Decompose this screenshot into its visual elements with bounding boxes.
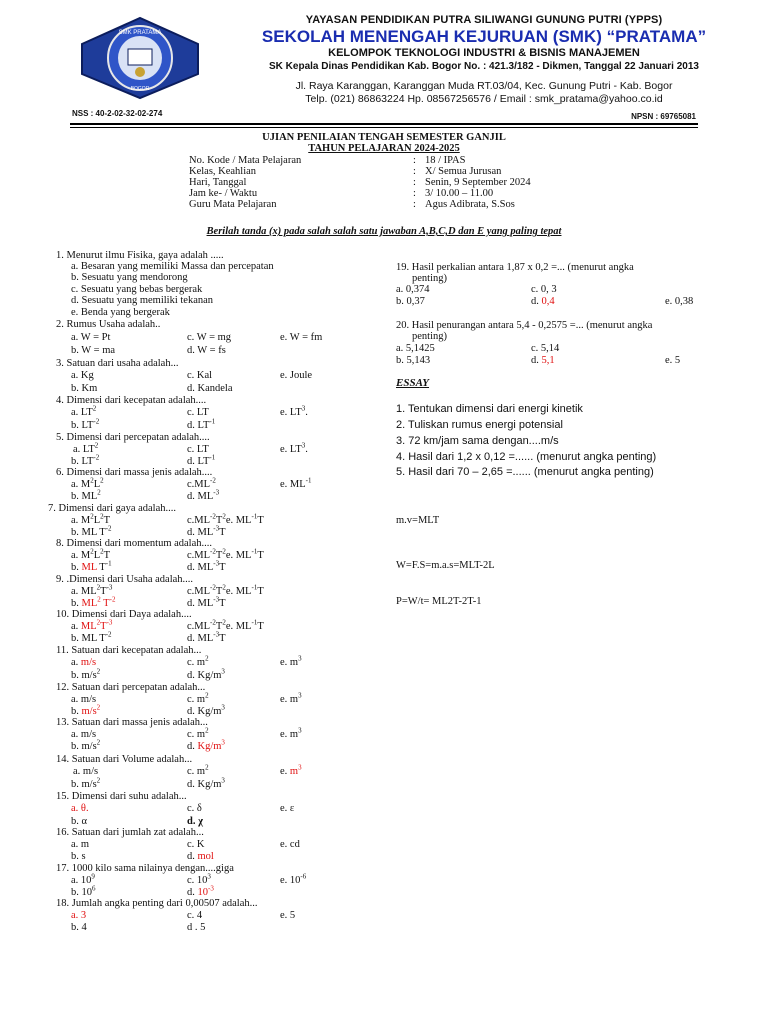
option-d: d. $Kg/m^3$ [187, 667, 225, 681]
option-b: b. $ML^2$ [71, 488, 101, 502]
question-14: 14. Satuan dari Volume adalah... [56, 754, 193, 765]
option-a: a. m [71, 839, 90, 850]
option-d: d. 5,1 [531, 355, 555, 366]
option-d: d. $ML^{-3}T$ [187, 595, 226, 609]
option-e: e. $LT^3$. [280, 441, 308, 455]
option-e: e. Joule [280, 370, 313, 381]
option-d: d. Kandela [187, 383, 233, 394]
option-d: d. Sesuatu yang memiliki tekanan [71, 295, 214, 306]
question-18: 18. Jumlah angka penting dari 0,00507 adalah... [56, 898, 258, 909]
option-e: e. $m^3$ [280, 763, 302, 777]
option-e: e. 5 [665, 355, 681, 366]
question-10: 10. Dimensi dari Daya adalah.... [56, 609, 192, 620]
option-d: d. $ML^{-3}T$ [187, 524, 226, 538]
option-d: d. $LT^{-1}$ [187, 453, 216, 467]
header-divider [70, 123, 698, 125]
option-c: c. Kal [187, 370, 213, 381]
school-group: KELOMPOK TEKNOLOGI INDUSTRI & BISNIS MANAJEMEN [328, 47, 640, 59]
option-a: a. m/s [71, 729, 97, 740]
option-d: d. χ [187, 816, 203, 827]
exam-info-table [189, 155, 531, 210]
option-b: b. s [71, 851, 86, 862]
option-e: e. W = fm [280, 332, 323, 343]
option-d: d. $LT^{-1}$ [187, 417, 216, 431]
option-c-e: $c.ML^{-2}T^2e$. $ML^{-1}T$ [187, 512, 264, 526]
option-d: d. W = fs [187, 345, 226, 356]
option-b: b. $m/s^2$ [71, 667, 101, 681]
option-b: b. α [71, 816, 88, 827]
option-b: b. $m/s^2$ [71, 703, 101, 717]
question-4: 4. Dimensi dari kecepatan adalah.... [56, 395, 207, 406]
question-16: 16. Satuan dari jumlah zat adalah... [56, 827, 204, 838]
nss-number: NSS : 40-2-02-32-02-274 [72, 109, 163, 118]
option-a: a. θ. [71, 803, 89, 814]
option-d: d. $Kg/m^3$ [187, 703, 225, 717]
answer-note: W=F.S=m.a.s=MLT-2L [396, 560, 495, 571]
answer-note: m.v=MLT [396, 515, 440, 526]
option-a: a. 5,1425 [396, 343, 435, 354]
option-a: a. m/s [71, 694, 97, 705]
option-e: e. $m^3$ [280, 691, 302, 705]
option-d: d . 5 [187, 922, 206, 933]
essay-item: 2. Tuliskan rumus energi potensial [396, 419, 563, 431]
info-row: No. Kode / Mata Pelajaran : 18 / IPAS [189, 155, 466, 166]
option-b: b. $ML^2$ $T^{-2}$ [71, 595, 116, 609]
option-a: a. $M^2L^2$ [71, 476, 104, 490]
option-c: c. Sesuatu yang bebas bergerak [71, 284, 203, 295]
question-11: 11. Satuan dari kecepatan adalah... [56, 645, 202, 656]
question-9: 9. .Dimensi dari Usaha adalah.... [56, 574, 194, 585]
option-d: d. $ML^{-3}T$ [187, 630, 226, 644]
option-c: c. 5,14 [531, 343, 560, 354]
option-e: e. 5 [280, 910, 296, 921]
school-name: SEKOLAH MENENGAH KEJURUAN (SMK) “PRATAMA” [261, 27, 707, 46]
question-2: 2. Rumus Usaha adalah.. [56, 319, 161, 330]
school-logo [74, 16, 206, 100]
option-c: c. δ [187, 803, 202, 814]
essay-title: ESSAY [396, 377, 430, 389]
option-e: e. Benda yang bergerak [71, 307, 170, 318]
option-c: c. LT [187, 444, 209, 455]
question-5: 5. Dimensi dari percepatan adalah.... [56, 432, 210, 443]
option-b: b. ML $T^{-2}$ [71, 524, 112, 538]
option-a: a. $ML^2T^{-3}$ [71, 618, 113, 632]
question-6: 6. Dimensi dari massa jenis adalah.... [56, 467, 213, 478]
option-c: c. W = mg [187, 332, 232, 343]
question-7: 7. Dimensi dari gaya adalah.... [48, 503, 176, 514]
svg-text:BOGOR: BOGOR [130, 86, 150, 92]
option-c: c. LT [187, 407, 209, 418]
question-19: 19. Hasil perkalian antara 1,87 x 0,2 =... (menurut angka [396, 262, 634, 273]
option-b: b. $LT^{-2}$ [71, 453, 100, 467]
option-b: b. $10^6$ [71, 884, 96, 898]
option-b: b. ML $T^{-2}$ [71, 630, 112, 644]
option-e: e. $m^3$ [280, 654, 302, 668]
info-row: Jam ke- / Waktu : 3/ 10.00 – 11.00 [189, 188, 494, 199]
info-row: Kelas, Keahlian : X/ Semua Jurusan [189, 166, 502, 177]
option-e: e. ε [280, 803, 295, 814]
option-d: d. $10^{-3}$ [187, 884, 214, 898]
option-c: c. 4 [187, 910, 203, 921]
option-e: e. $LT^3$. [280, 404, 308, 418]
option-a: a. 0,374 [396, 284, 430, 295]
school-decree: SK Kepala Dinas Pendidikan Kab. Bogor No. : 421.3/182 - Dikmen, Tanggal 22 Januari 2013 [269, 61, 699, 72]
essay-item: 3. 72 km/jam sama dengan....m/s [396, 435, 559, 447]
option-b: b. $m/s^2$ [71, 738, 101, 752]
question-8: 8. Dimensi dari momentum adalah.... [56, 538, 213, 549]
option-a: a. m/s [73, 766, 99, 777]
option-b: b. $m/s^2$ [71, 776, 101, 790]
option-c: c. $m^2$ [187, 691, 209, 705]
option-d: d. $ML^{-3}T$ [187, 559, 226, 573]
option-c: c. $m^2$ [187, 654, 209, 668]
npsn-number: NPSN : 69765081 [631, 112, 696, 121]
essay-item: 1. Tentukan dimensi dari energi kinetik [396, 403, 583, 415]
header-divider-thin [70, 127, 698, 128]
option-c: c. $10^3$ [187, 872, 211, 886]
question-20-cont: penting) [412, 331, 447, 342]
option-d: d. $Kg/m^3$ [187, 776, 225, 790]
option-c-e: $c.ML^{-2}T^2e$. $ML^{-1}T$ [187, 547, 264, 561]
exam-title: UJIAN PENILAIAN TENGAH SEMESTER GANJIL [262, 132, 506, 143]
option-a: a. $10^9$ [71, 872, 95, 886]
question-15: 15. Dimensi dari suhu adalah... [56, 791, 187, 802]
option-c-e: $c.ML^{-2}T^2e$. $ML^{-1}T$ [187, 583, 264, 597]
option-e: e. $ML^{-1}$ [280, 476, 312, 490]
question-19-cont: penting) [412, 273, 447, 284]
option-a: a. 3 [71, 910, 87, 921]
question-3: 3. Satuan dari usaha adalah... [56, 358, 179, 369]
option-b: b. 5,143 [396, 355, 431, 366]
option-a: a. $M^2L^2T$ [71, 512, 111, 526]
option-c: c. 0, 3 [531, 284, 557, 295]
option-c: c. $m^2$ [187, 763, 209, 777]
option-c: c. $m^2$ [187, 726, 209, 740]
option-a: a. $M^2L^2T$ [71, 547, 111, 561]
essay-item: 4. Hasil dari 1,2 x 0,12 =...... (menurut angka penting) [396, 451, 657, 463]
option-e: e. $m^3$ [280, 726, 302, 740]
essay-item: 5. Hasil dari 70 – 2,65 =...... (menurut angka penting) [396, 466, 654, 478]
question-17: 17. 1000 kilo sama nilainya dengan....giga [56, 863, 234, 874]
option-c: $c.ML^{-2}$ [187, 476, 216, 490]
question-20: 20. Hasil penurangan antara 5,4 - 0,2575 =... (menurut angka [396, 320, 653, 331]
option-b: b. ML $T^{-1}$ [71, 559, 112, 573]
question-1: 1. Menurut ilmu Fisika, gaya adalah ..... [56, 250, 224, 261]
option-d: d. $ML^{-3}$ [187, 488, 220, 502]
exam-year: TAHUN PELAJARAN 2024-2025 [308, 143, 460, 154]
option-a: a. $LT^2$ [71, 404, 97, 418]
option-c-e: $c.ML^{-2}T^2e$. $ML^{-1}T$ [187, 618, 264, 632]
option-b: b. $LT^{-2}$ [71, 417, 100, 431]
option-b: b. Km [71, 383, 98, 394]
option-e: e. 0,38 [665, 296, 694, 307]
foundation-name: YAYASAN PENDIDIKAN PUTRA SILIWANGI GUNUNG PUTRI (YPPS) [305, 14, 663, 26]
school-contact: Telp. (021) 86863224 Hp. 08567256576 / Email : smk_pratama@yahoo.co.id [305, 93, 663, 105]
option-c: c. K [187, 839, 205, 850]
option-e: e. cd [280, 839, 300, 850]
option-e: e. $10^{-6}$ [280, 872, 307, 886]
info-row: Guru Mata Pelajaran : Agus Adibrata, S.Sos [189, 199, 515, 210]
question-13: 13. Satuan dari massa jenis adalah... [56, 717, 208, 728]
option-b: b. 0,37 [396, 296, 425, 307]
answer-note: P=W/t= ML2T-2T-1 [396, 596, 482, 607]
option-a: a. m/s [71, 657, 97, 668]
option-a: a. Besaran yang memiliki Massa dan percepatan [71, 261, 274, 272]
option-b: b. Sesuatu yang mendorong [71, 272, 188, 283]
school-address: Jl. Raya Karanggan, Karanggan Muda RT.03/04, Kec. Gunung Putri - Kab. Bogor [295, 80, 673, 92]
option-d: d. 0,4 [531, 296, 555, 307]
option-a: a. $ML^2T^{-3}$ [71, 583, 113, 597]
svg-text:SMK PRATAMA: SMK PRATAMA [118, 30, 162, 36]
option-d: d. mol [187, 851, 214, 862]
option-a: a. Kg [71, 370, 94, 381]
question-12: 12. Satuan dari percepatan adalah... [56, 682, 206, 693]
option-b: b. W = ma [71, 345, 116, 356]
info-row: Hari, Tanggal : Senin, 9 September 2024 [189, 177, 531, 188]
option-a: a. $LT^2$ [73, 441, 99, 455]
option-d: d. $Kg/m^3$ [187, 738, 225, 752]
option-a: a. W = Pt [71, 332, 111, 343]
instructions: Berilah tanda (x) pada salah salah satu jawaban A,B,C,D dan E yang paling tepat [206, 226, 562, 237]
option-b: b. 4 [71, 922, 87, 933]
